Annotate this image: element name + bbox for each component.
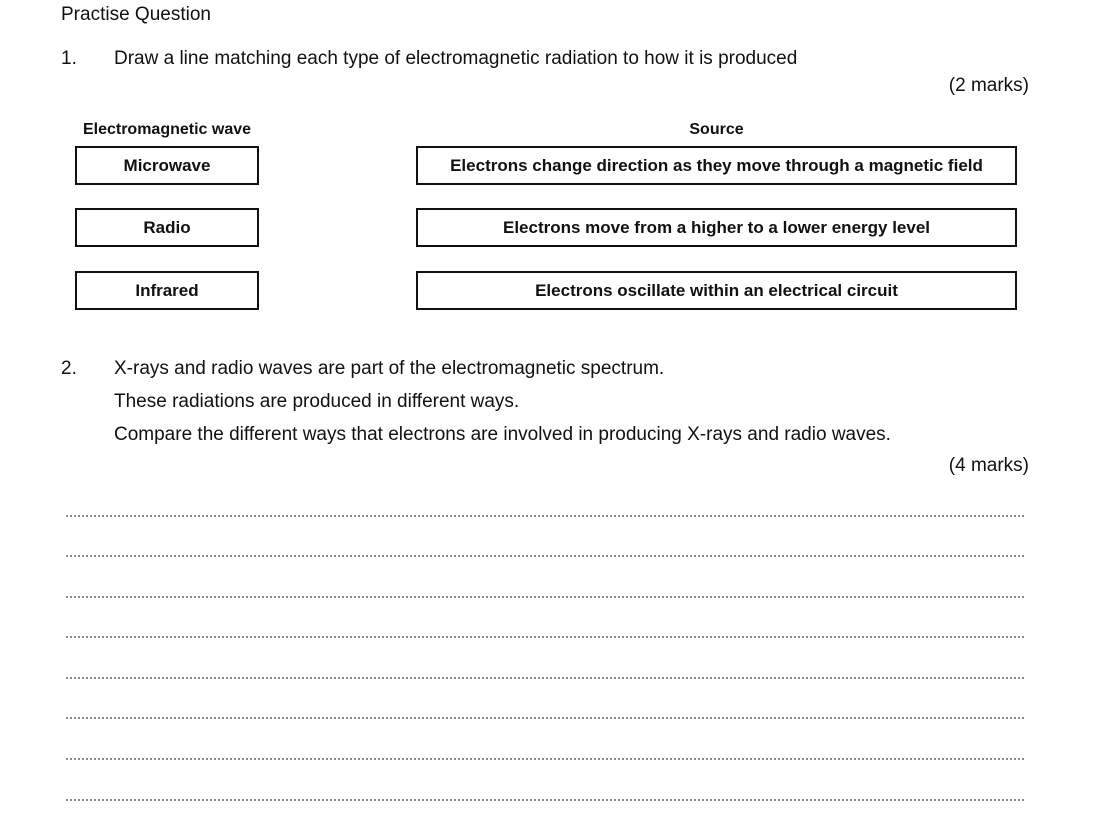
wave-label: Radio [143, 217, 191, 237]
source-box-energy-level[interactable] [416, 208, 1017, 247]
answer-line[interactable] [66, 677, 1024, 679]
question-2-line-3: Compare the different ways that electrons are involved in producing X-rays and radio waves. [114, 424, 891, 445]
wave-box-infrared[interactable] [75, 271, 259, 310]
source-box-electrical-circuit[interactable] [416, 271, 1017, 310]
answer-line[interactable] [66, 717, 1024, 719]
answer-line[interactable] [66, 758, 1024, 760]
source-label: Electrons move from a higher to a lower energy level [502, 217, 931, 237]
source-label: Electrons change direction as they move through a magnetic field [450, 155, 983, 175]
source-label: Electrons oscillate within an electrical circuit [535, 280, 898, 300]
question-2-number: 2. [61, 358, 77, 379]
question-1-number: 1. [61, 48, 77, 69]
answer-line[interactable] [66, 515, 1024, 517]
source-column-header: Source [689, 121, 744, 138]
wave-box-microwave[interactable] [75, 146, 259, 185]
answer-line[interactable] [66, 555, 1024, 557]
page-title: Practise Question [61, 4, 211, 25]
source-box-magnetic-field[interactable] [416, 146, 1017, 185]
answer-line[interactable] [66, 636, 1024, 638]
wave-label: Infrared [135, 280, 199, 300]
question-2-marks: (4 marks) [948, 455, 1029, 476]
question-2-line-1: X-rays and radio waves are part of the electromagnetic spectrum. [114, 358, 665, 379]
wave-label: Microwave [123, 155, 211, 175]
question-2-line-2: These radiations are produced in different ways. [114, 391, 520, 412]
wave-box-radio[interactable] [75, 208, 259, 247]
answer-line[interactable] [66, 799, 1024, 801]
wave-column-header: Electromagnetic wave [82, 121, 252, 138]
answer-line[interactable] [66, 596, 1024, 598]
question-1-marks: (2 marks) [948, 75, 1029, 96]
question-1-text: Draw a line matching each type of electromagnetic radiation to how it is produced [114, 48, 798, 69]
